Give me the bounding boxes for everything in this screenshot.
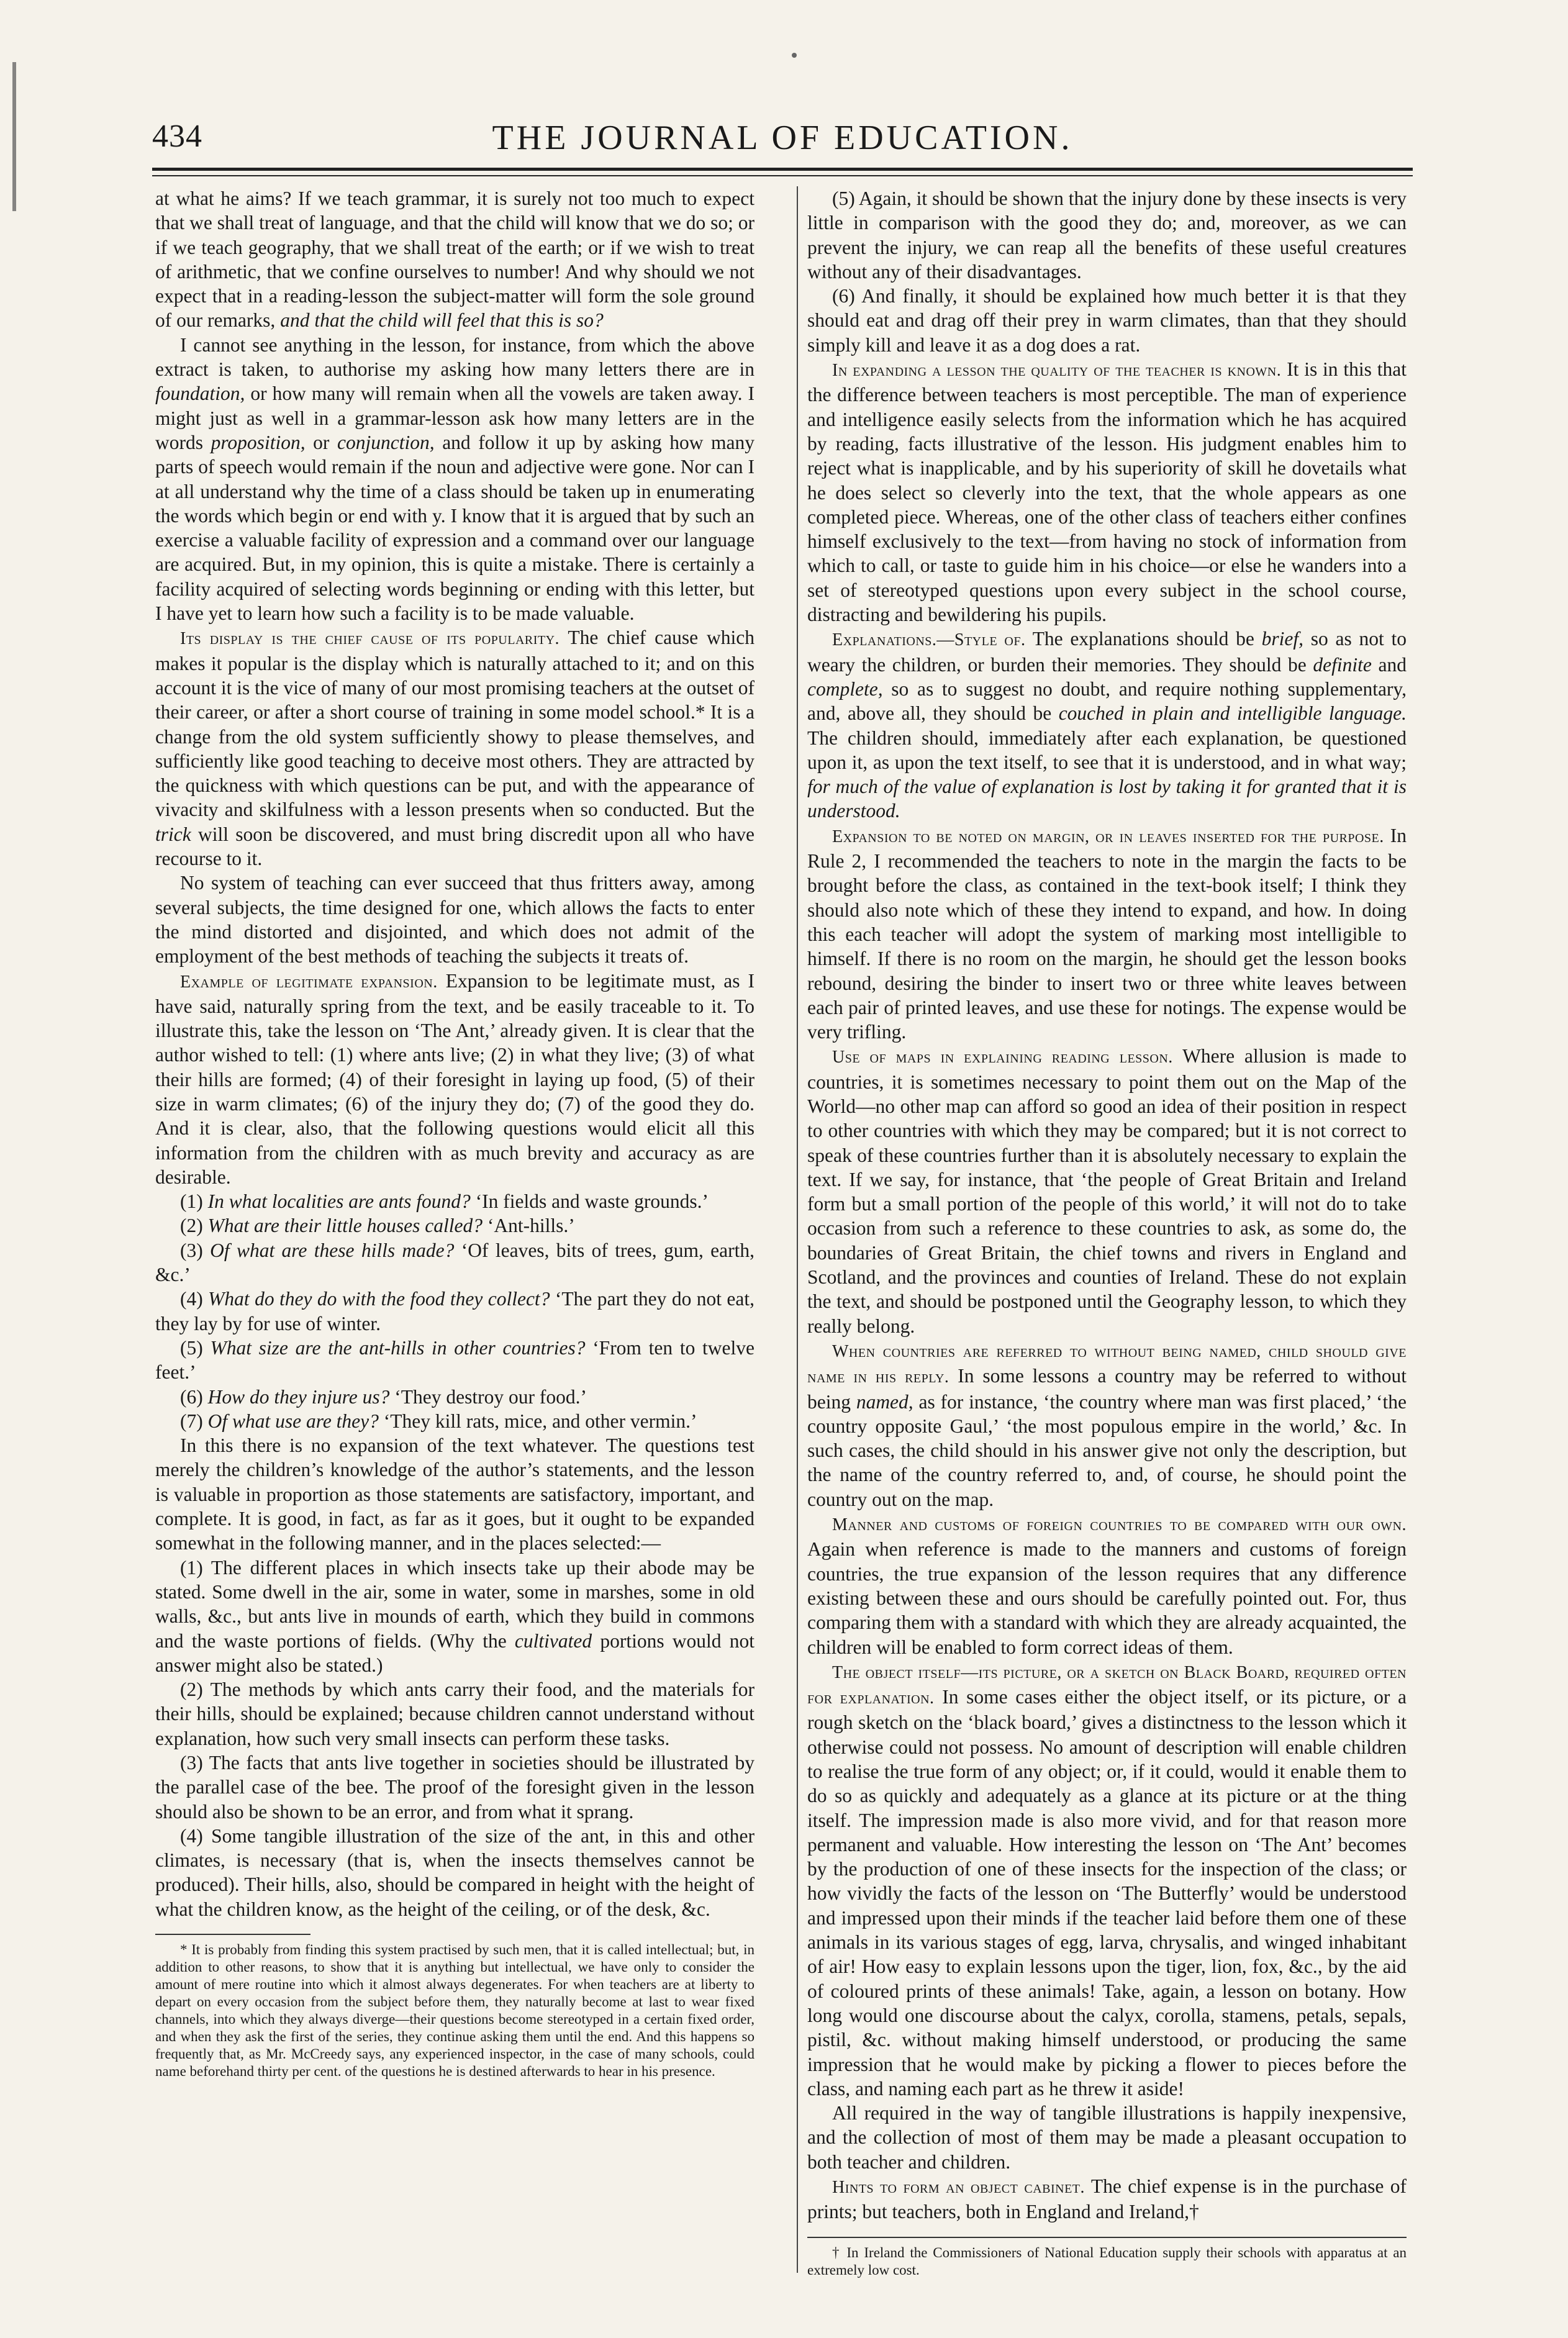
paragraph: All required in the way of tangible illustrations is happily inexpensive, and the collection of most of them may be made a pleasant occupation to both teacher and children. xyxy=(807,2102,1407,2173)
section-heading: In expanding a lesson the quality of the teacher is known. xyxy=(832,361,1282,381)
expansion-item: (1) The different places in which insects take up their abode may be stated. Some dwell in the air, some in water, some in marshes, some in old walls, &c., but ants live in mounds of earth, which they build in commons and the waste portions of fields. (Why the cultivated portions would not answer might also be stated.) xyxy=(155,1556,755,1676)
footnote-rule xyxy=(807,2237,1407,2238)
section-heading: Its display is the chief cause of its popularity. xyxy=(180,629,560,649)
paragraph: Hints to form an object cabinet. The chief expense is in the purchase of prints; but teachers, both in England and Ireland,† xyxy=(807,2175,1407,2223)
paragraph: Expansion to be noted on margin, or in leaves inserted for the purpose. In Rule 2, I recommended the teachers to note in the margin the facts to be brought before the class, as contained in the text-book itself; I think they should also note which of these they intend to expand, and how. In doing this each teacher will adopt the system of marking most intelligible to himself. If there is no room on the margin, he should get the lesson books rebound, desiring the binder to insert two or three white leaves between each pair of printed leaves, and use these for notings. The expense would be very trifling. xyxy=(807,824,1407,1043)
print-speck xyxy=(792,53,797,58)
right-column xyxy=(807,186,1407,2279)
left-column xyxy=(155,186,755,2080)
section-heading: Example of legitimate expansion. xyxy=(180,972,438,992)
column-divider xyxy=(797,186,798,2273)
paragraph: Manner and customs of foreign countries to be compared with our own. Again when reference is made to the manners and customs of foreign countries, the true expansion of the lesson requires that any difference existing between these and ours should be carefully pointed out. For, thus comparing them with a standard with which they are already acquainted, the children will be enabled to form correct ideas of them. xyxy=(807,1515,1407,1658)
page-edge-mark xyxy=(12,62,16,211)
footnote: * It is probably from finding this system practised by such men, that it is called intellectual; but, in addition to other reasons, to show that it is anything but intellectual, we have only to consider the amount of mere routine into which it almost always degenerates. For when teachers are at liberty to depart on every occasion from the subject before them, they naturally become at last to wear fixed channels, into which they always diverge—their questions become stereotyped in a certain fixed order, and when they ask the first of the series, they continue asking them until the end. And this happens so frequently that, as Mr. McCreedy says, any experienced inspector, in the case of many schools, could name beforehand thirty per cent. of the questions he is destined afterwards to hear in his presence. xyxy=(155,1942,755,2080)
section-heading: The object itself—its picture, or a sketch on Black Board, required often for explanation. xyxy=(807,1662,1407,1708)
question-item: (5) What size are the ant-hills in other countries? ‘From ten to twelve feet.’ xyxy=(155,1336,755,1384)
footnote: † In Ireland the Commissioners of National Education supply their schools with apparatus at an extremely low cost. xyxy=(807,2244,1407,2278)
journal-title: THE JOURNAL OF EDUCATION. xyxy=(492,119,1073,157)
section-heading: Hints to form an object cabinet. xyxy=(832,2178,1085,2198)
section-heading: Expansion to be noted on margin, or in leaves inserted for the purpose. xyxy=(832,827,1384,846)
expansion-item: (6) And finally, it should be explained how much better it is that they should eat and drag off their prey in warm climates, than that they should simply kill and leave it as a dog does a rat. xyxy=(807,285,1407,356)
question-item: (2) What are their little houses called? ‘Ant-hills.’ xyxy=(180,1215,575,1237)
expansion-item: (5) Again, it should be shown that the injury done by these insects is very little in comparison with the good they do; and, moreover, as we can prevent the injury, we can reap all the benefits of these useful creatures without any of their disadvantages. xyxy=(807,188,1407,283)
expansion-item: (4) Some tangible illustration of the size of the ant, in this and other climates, is necessary (that is, when the insects themselves cannot be produced). Their hills, also, should be compared in height with the height of what the children know, as the height of the ceiling, or of the desk, &c. xyxy=(155,1824,755,1920)
question-item: (3) Of what are these hills made? ‘Of leaves, bits of trees, gum, earth, &c.’ xyxy=(155,1239,755,1286)
header-rule-thin xyxy=(152,175,1413,176)
paragraph: The object itself—its picture, or a sketch on Black Board, required often for explanation. In some cases either the object itself, or its picture, or a rough sketch on the ‘black board,’ gives a distinctness to the lesson which it otherwise could not possess. No amount of description will enable children to realise the true form of any object; or, if it could, would it enable them to do so as quickly and adequately as a glance at its picture or at the thing itself. The impression made is also more vivid, and for that reason more permanent and valuable. How interesting the lesson on ‘The Ant’ becomes by the production of one of these insects for the inspection of the class; or how vividly the facts of the lesson on ‘The Butterfly’ would be understood and impressed upon their minds if the teacher laid before them one of these animals in its various stages of egg, larva, chrysalis, and winged inhabitant of air! How easy to explain lessons upon the tiger, lion, fox, &c., by the aid of coloured prints of these animals! Take, again, a lesson on botany. How long would one discourse about the calyx, corolla, stamens, petals, sepals, pistil, &c. without making himself understood, or producing the same impression that he would make by picking a flower to pieces before the class, and naming each part as he threw it aside! xyxy=(807,1662,1407,2100)
expansion-item: (3) The facts that ants live together in societies should be illustrated by the parallel case of the bee. The proof of the foresight given in the lesson should also be shown to be an error, and from what it sprang. xyxy=(155,1752,755,1823)
paragraph: I cannot see anything in the lesson, for instance, from which the above extract is taken, to authorise my asking how many letters there are in foundation, or how many will remain when all the vowels are taken away. I might just as well in a grammar-lesson ask how many letters are in the words proposition, or conjunction, and follow it up by asking how many parts of speech would remain if the noun and adjective were gone. Nor can I at all understand why the time of a class should be taken up in enumerating the words which begin or end with y. I know that it is argued that by such an exercise a valuable facility of expression and a command over our language are acquired. But, in my opinion, this is quite a mistake. There is certainly a facility acquired of selecting words beginning or ending with this letter, but I have yet to learn how such a facility is to be made valuable. xyxy=(155,333,755,625)
question-item: (1) In what localities are ants found? ‘In fields and waste grounds.’ xyxy=(180,1190,709,1213)
paragraph: In this there is no expansion of the text whatever. The questions test merely the children’s knowledge of the author’s statements, and the lesson is valuable in proportion as those statements are satisfactory, important, and complete. It is good, in fact, as far as it goes, but it ought to be expanded somewhat in the following manner, and in the places selected:— xyxy=(155,1434,755,1554)
header-rule-thick xyxy=(152,168,1413,171)
expansion-item: (2) The methods by which ants carry their food, and the materials for their hills, should be explained; because children cannot understand without explanation, how such very small insects can perform these tasks. xyxy=(155,1679,755,1749)
page-header xyxy=(152,118,1413,161)
footnote-rule xyxy=(155,1934,310,1935)
section-heading: When countries are referred to without being named, child should give name in his reply. xyxy=(807,1341,1407,1387)
section-heading: Manner and customs of foreign countries to be compared with our own. xyxy=(832,1515,1407,1535)
paragraph: When countries are referred to without being named, child should give name in his reply. In some lessons a country may be referred to without being named, as for instance, ‘the country where man was first placed,’ ‘the country opposite Gaul,’ ‘the most populous empire in the world,’ &c. In such cases, the child should in his answer give not only the description, but the name of the country referred to, and, of course, he should point the country out on the map. xyxy=(807,1341,1407,1510)
paragraph: In expanding a lesson the quality of the teacher is known. It is in this that the difference between teachers is most perceptible. The man of experience and intelligence easily selects from the information which he has acquired by reading, facts illustrative of the lesson. His judgment enables him to reject what is inapplicable, and by his superiority of skill he dovetails what he does select so cleverly into the text, that the whole appears as one completed piece. Whereas, one of the other class of teachers either confines himself exclusively to the text—from having no stock of information from which to call, or taste to guide him in his choice—or else he wanders into a set of stereotyped questions upon every subject in the school course, distracting and bewildering his pupils. xyxy=(807,358,1407,626)
section-heading: Explanations.—Style of. xyxy=(832,630,1026,650)
question-item: (7) Of what use are they? ‘They kill rats, mice, and other vermin.’ xyxy=(180,1410,697,1432)
paragraph: No system of teaching can ever succeed that thus fritters away, among several subjects, the time designed for one, which allows the facts to enter the mind distorted and disjointed, and which does not admit of the employment of the best methods of teaching the subjects it treats of. xyxy=(155,872,755,967)
paragraph: at what he aims? If we teach grammar, it is surely not too much to expect that we shall treat of language, and that the child will know that we do so; or if we teach geography, that we shall treat of the earth; or if we wish to treat of arithmetic, that we confine ourselves to number! And why should we not expect that in a reading-lesson the subject-matter will form the sole ground of our remarks, and that the child will feel that this is so? xyxy=(155,188,755,332)
page-number: 434 xyxy=(152,119,202,154)
question-item: (6) How do they injure us? ‘They destroy our food.’ xyxy=(180,1385,587,1408)
paragraph: Its display is the chief cause of its popularity. The chief cause which makes it popular is the display which is naturally attached to it; and on this account it is the vice of many of our most promising teachers at the outset of their career, or after a short course of training in some model school.* It is a change from the old system sufficiently showy to please themselves, and sufficiently like good teaching to deceive most others. They are attracted by the quickness with which questions can be put, and with the appearance of vivacity and skilfulness with a lesson presents when so conducted. But the trick will soon be discovered, and must bring discredit upon all who have recourse to it. xyxy=(155,627,755,870)
paragraph: Explanations.—Style of. The explanations should be brief, so as not to weary the children, or burden their memories. They should be definite and complete, so as to suggest no doubt, and require nothing supplementary, and, above all, they should be couched in plain and intelligible language. The children should, immediately after each explanation, be questioned upon it, as upon the text itself, to see that it is understood, and in what way; for much of the value of explanation is lost by taking it for granted that it is understood. xyxy=(807,628,1407,822)
section-heading: Use of maps in explaining reading lesson. xyxy=(832,1048,1173,1067)
paragraph: Use of maps in explaining reading lesson. Where allusion is made to countries, it is sometimes necessary to point them out on the Map of the World—no other map can afford so good an idea of their position in respect to other countries with which they may be compared; but it is not correct to speak of these countries further than it is absolutely necessary to explain the text. If we say, for instance, that ‘the people of Great Britain and Ireland form but a small portion of the people of this world,’ it will not do to take occasion from such a reference to these countries to ask, as some do, the boundaries of Great Britain, the chief towns and rivers in England and Scotland, and the provinces and counties of Ireland. These do not explain the text, and should be postponed until the Geography lesson, to which they really belong. xyxy=(807,1045,1407,1337)
question-item: (4) What do they do with the food they collect? ‘The part they do not eat, they lay by for use of winter. xyxy=(155,1288,755,1334)
paragraph: Example of legitimate expansion. Expansion to be legitimate must, as I have said, naturally spring from the text, and be easily traceable to it. To illustrate this, take the lesson on ‘The Ant,’ already given. It is clear that the author wished to tell: (1) where ants live; (2) in what they live; (3) of what their hills are formed; (4) of their foresight in laying up food, (5) of their size in warm climates; (6) of the injury they do; (7) of the good they do. And it is clear, also, that the following questions would elicit all this information from the children with as much brevity and accuracy as are desirable. xyxy=(155,969,755,1188)
